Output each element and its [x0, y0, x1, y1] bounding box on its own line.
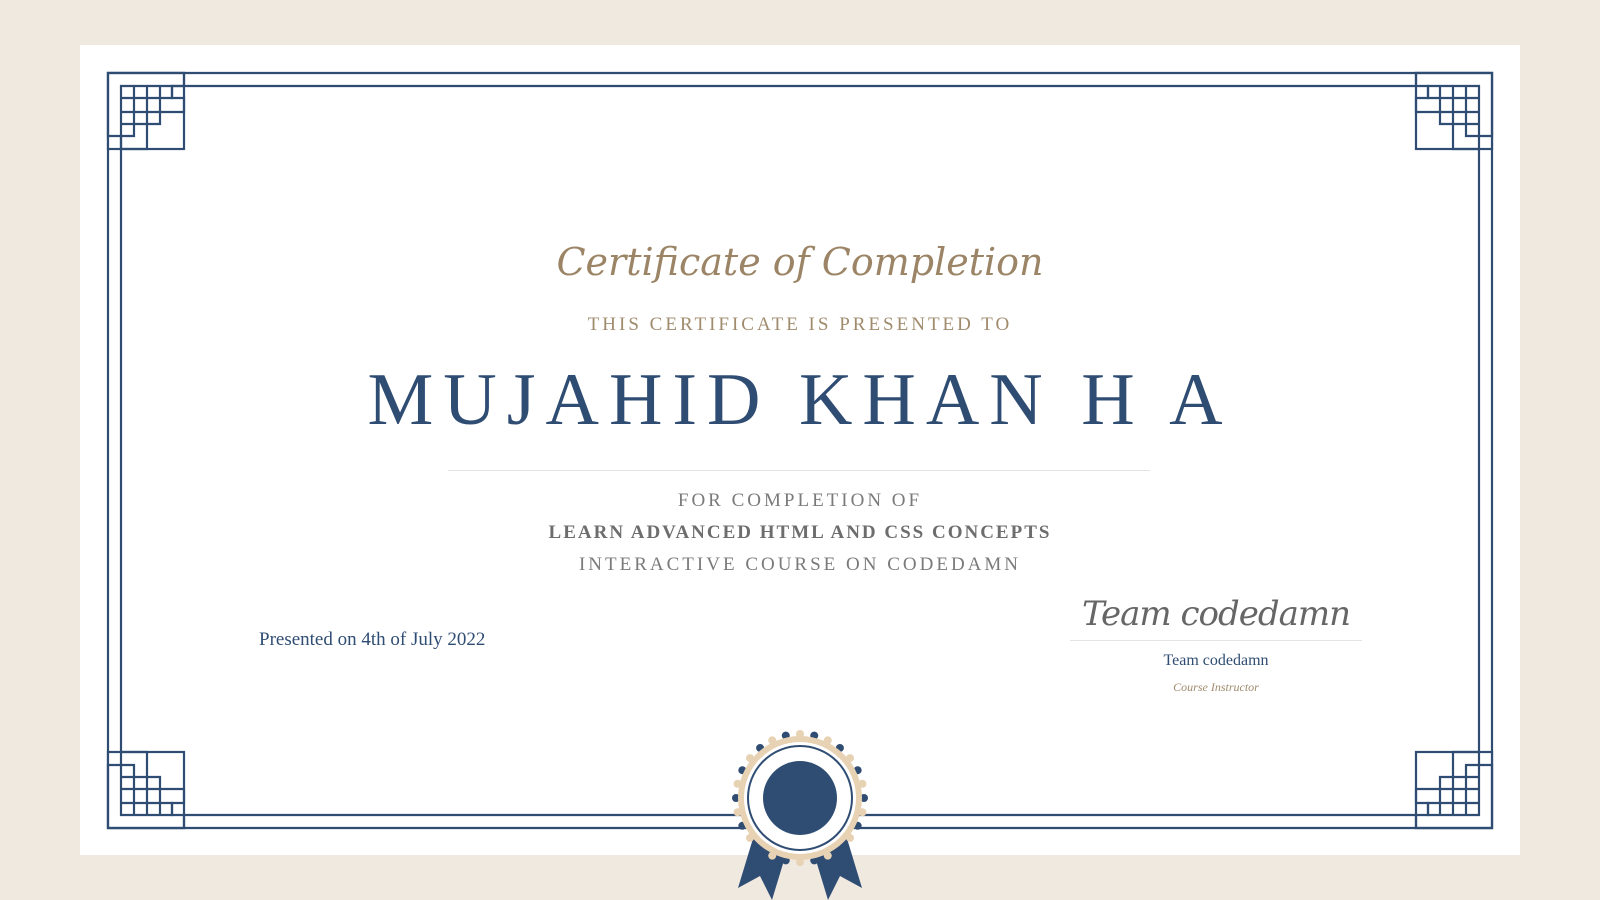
presented-to-label: THIS CERTIFICATE IS PRESENTED TO	[587, 314, 1013, 335]
signature-divider	[1070, 640, 1362, 641]
recipient-name: MUJAHID KHAN H A	[367, 359, 1233, 441]
course-platform: INTERACTIVE COURSE ON CODEDAMN	[578, 554, 1022, 575]
certificate-title: Certificate of Completion	[556, 240, 1044, 284]
for-completion-label: FOR COMPLETION OF	[677, 490, 923, 511]
name-divider	[448, 470, 1150, 471]
signer-name: Team codedamn	[1163, 652, 1269, 669]
presented-on-date: Presented on 4th of July 2022	[259, 629, 486, 650]
course-name: LEARN ADVANCED HTML AND CSS CONCEPTS	[548, 522, 1052, 543]
signer-role: Course Instructor	[1173, 680, 1259, 694]
signature: Team codedamn	[1081, 594, 1351, 634]
award-ribbon-seal-icon	[720, 722, 880, 900]
